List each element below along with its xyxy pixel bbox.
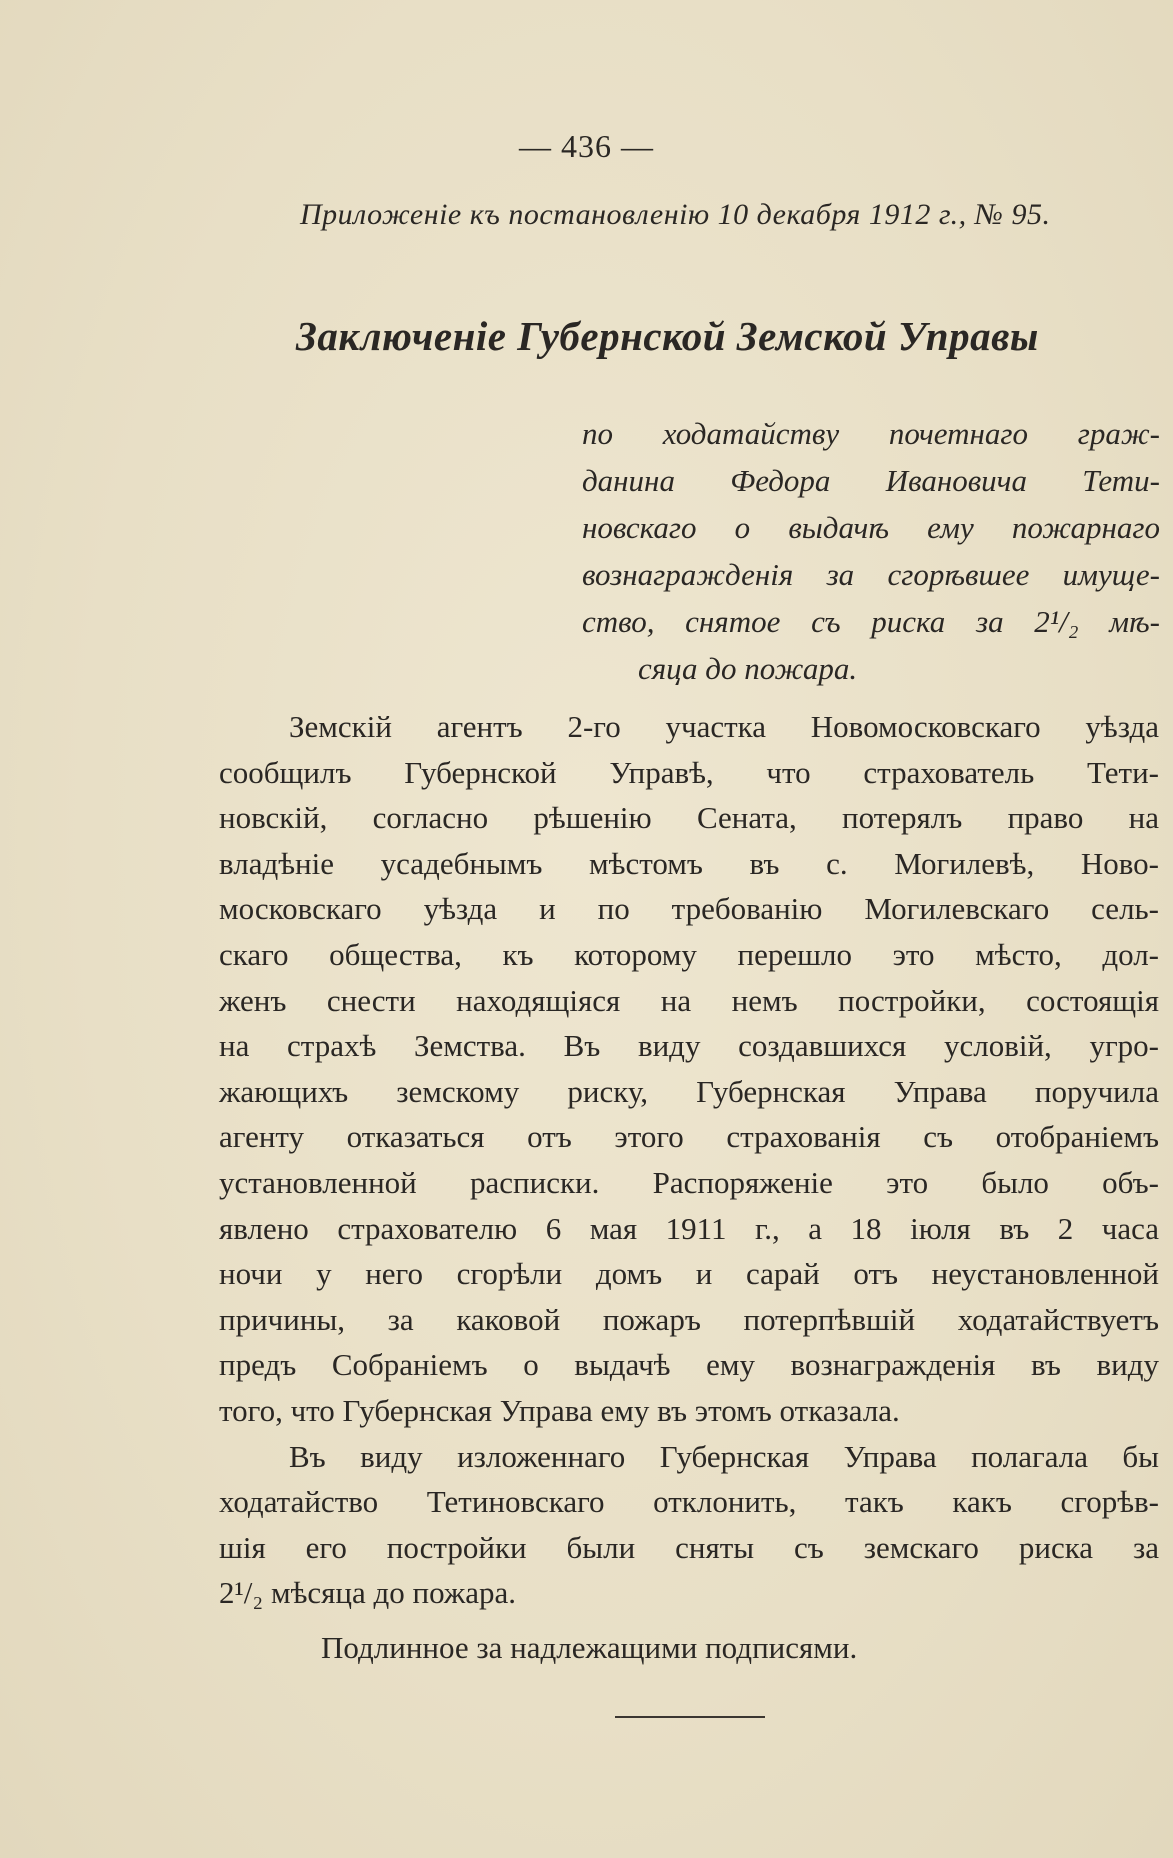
paragraph-2-line: шія его постройки были сняты съ земскаго риска за: [219, 1529, 1159, 1565]
subject-line: ство, снятое съ риска за 2¹/₂ мѣ-: [582, 604, 1160, 639]
subject-block: [582, 410, 1160, 692]
paragraph-1-line: женъ снести находящіяся на немъ постройки, состоящія: [219, 982, 1159, 1018]
page-number: — 436 —: [519, 128, 654, 164]
paragraph-1-line: жающихъ земскому риску, Губернская Управа поручила: [219, 1073, 1159, 1109]
signature-note: Подлинное за надлежащими подписями.: [321, 1630, 858, 1665]
paragraph-1-line: предъ Собраніемъ о выдачѣ ему вознагражденія въ виду: [219, 1347, 1159, 1383]
closing-rule: [615, 1716, 765, 1718]
paragraph-1-line: агенту отказаться отъ этого страхованія съ отобраніемъ: [219, 1119, 1159, 1155]
paragraph-1-line: причины, за каковой пожаръ потерпѣвшій ходатайствуетъ: [219, 1301, 1159, 1337]
paragraph-1-line: на страхѣ Земства. Въ виду создавшихся условій, угро-: [219, 1028, 1159, 1064]
paragraph-1-line: Земскій агентъ 2-го участка Новомосковскаго уѣзда: [289, 709, 1159, 744]
paragraph-2-line: Въ виду изложеннаго Губернская Управа полагала бы: [289, 1438, 1159, 1474]
paragraph-1-line: сообщилъ Губернской Управѣ, что страхователь Тети-: [219, 754, 1159, 790]
paragraph-1-line: владѣніе усадебнымъ мѣстомъ въ с. Могилевѣ, Ново-: [219, 845, 1159, 881]
paragraph-2-line: 2¹/₂ мѣсяца до пожара.: [219, 1575, 517, 1611]
paragraph-1-line: явлено страхователю 6 мая 1911 г., а 18 іюля въ 2 часа: [219, 1210, 1159, 1246]
paragraph-1-line: установленной расписки. Распоряженіе это было объ-: [219, 1164, 1159, 1200]
subject-line: по ходатайству почетнаго граж-: [582, 416, 1160, 451]
paragraph-1-line: того, что Губернская Управа ему въ этомъ отказала.: [219, 1392, 900, 1428]
paragraph-1-line: ночи у него сгорѣли домъ и сарай отъ неустановленной: [219, 1256, 1159, 1292]
paragraph-1-line: московскаго уѣзда и по требованію Могилевскаго сель-: [219, 891, 1159, 927]
document-heading: Заключеніе Губернской Земской Управы: [296, 313, 1039, 359]
paragraph-1-line: скаго общества, къ которому перешло это мѣсто, дол-: [219, 936, 1159, 972]
appendix-note: Приложеніе къ постановленію 10 декабря 1912 г., № 95.: [300, 198, 1051, 231]
subject-line: вознагражденія за сгорѣвшее имуще-: [582, 557, 1160, 592]
paragraph-1-line: новскій, согласно рѣшенію Сената, потерялъ право на: [219, 800, 1159, 836]
body-text: [219, 704, 1159, 1616]
subject-line: данина Федора Ивановича Тети-: [582, 463, 1160, 498]
paragraph-2-line: ходатайство Тетиновскаго отклонить, такъ какъ сгорѣв-: [219, 1484, 1159, 1520]
subject-line: новскаго о выдачѣ ему пожарнаго: [582, 510, 1160, 545]
subject-line: сяца до пожара.: [638, 651, 858, 686]
